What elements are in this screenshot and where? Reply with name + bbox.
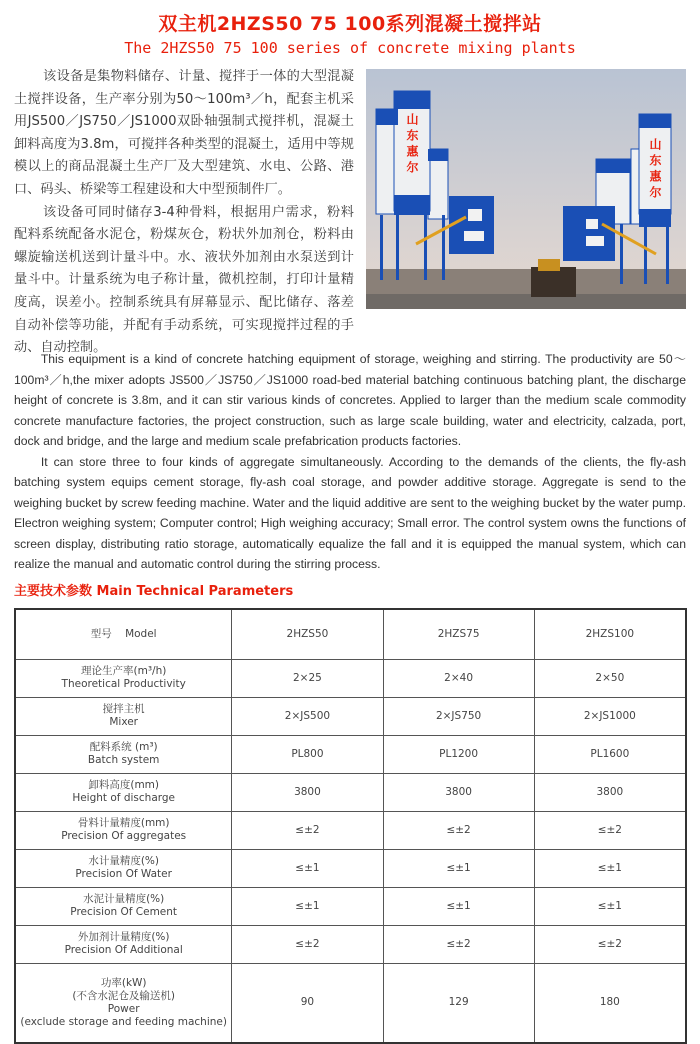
table-row <box>15 773 686 811</box>
row-label-en: Mixer <box>109 716 138 728</box>
value-cell: 2×JS500 <box>232 697 383 735</box>
table-row <box>15 849 686 887</box>
table-row <box>15 659 686 697</box>
row-label <box>15 887 232 925</box>
row-label <box>15 697 232 735</box>
value-cell: ≤±2 <box>534 811 686 849</box>
table-row-power <box>15 963 686 1043</box>
value-cell: 3800 <box>534 773 686 811</box>
value-cell: 2×JS1000 <box>534 697 686 735</box>
row-label-cn: 水泥计量精度(%) <box>83 893 165 905</box>
row-label <box>15 963 232 1043</box>
value-cell: ≤±1 <box>232 849 383 887</box>
value-cell: 2×50 <box>534 659 686 697</box>
row-label-cn: 卸料高度(mm) <box>88 779 159 791</box>
value-cell: ≤±1 <box>383 849 534 887</box>
value-cell: ≤±2 <box>534 925 686 963</box>
value-cell: PL800 <box>232 735 383 773</box>
row-label-cn-note: (不含水泥仓及输送机) <box>72 989 176 1002</box>
intro-en <box>14 349 686 575</box>
model-label <box>15 609 232 659</box>
intro-cn-paragraph: 该设备可同时储存3-4种骨料，根据用户需求，粉料配料系统配备水泥仓，粉煤灰仓，粉状外加剂仓，粉料由螺旋输送机送到计量斗中。水、液状外加剂由水泵送到计量斗中。计量系统为电子称计量，微机控制，打印计量精度高，误差小。控制系统具有屏幕显示、配比储存、落差自动补偿等功能，并配有手动系统，可实现搅拌过程的手动、自动控制。 <box>14 204 354 356</box>
row-label-cn: 外加剂计量精度(%) <box>77 931 170 943</box>
intro-cn-paragraph: 该设备是集物料储存、计量、搅拌于一体的大型混凝土搅拌设备，生产率分别为50～100m³／h，配套主机采用JS500／JS750／JS1000双卧轴强制式搅拌机，混凝土卸料高度为3.8m，可搅拌各种类型的混凝土，适用中等规模以上的商品混凝土生产厂及大型建筑、水电、公路、港口、码头、桥梁等工程建设和大中型预制件厂。 <box>14 69 354 197</box>
row-label-en: Precision Of Cement <box>70 906 178 918</box>
table-row <box>15 735 686 773</box>
model-label-en: Model <box>125 627 157 640</box>
value-cell: ≤±2 <box>383 811 534 849</box>
title-cn: 双主机2HZS50 75 100系列混凝土搅拌站 <box>158 13 542 35</box>
row-label-en: Height of discharge <box>72 792 176 804</box>
value-cell: ≤±1 <box>232 887 383 925</box>
value-cell: 3800 <box>232 773 383 811</box>
row-label <box>15 735 232 773</box>
intro-cn <box>14 66 686 360</box>
value-cell: 180 <box>534 963 686 1043</box>
model-cell: 2HZS100 <box>534 609 686 659</box>
row-label-cn: 水计量精度(%) <box>88 855 159 867</box>
row-label-en: Theoretical Productivity <box>61 678 186 690</box>
silo-sign-text: 山东惠尔 <box>648 138 662 202</box>
row-label <box>15 659 232 697</box>
value-cell: ≤±1 <box>383 887 534 925</box>
value-cell: PL1200 <box>383 735 534 773</box>
row-label <box>15 811 232 849</box>
table-row <box>15 887 686 925</box>
value-cell: 2×25 <box>232 659 383 697</box>
value-cell: 90 <box>232 963 383 1043</box>
intro-en-paragraph: It can store three to four kinds of aggregate simultaneously. According to the demands of the clients, the fly-ash batching system equips cement storage, fly-ash coal storage, and powder additive storage. Aggregate is send to the weighing bucket by screw feeding machine. Water and the liquid additive are sent to the weighing bucket by the water pump. Electron weighing system; Computer control; High weighing accuracy; Small error. The control system owns the functions of screen display, distributing ratio storage, automatically equalize the fall and it is equipped the manual system, which can realize the manual and automatic control during the stirring process. <box>14 454 686 571</box>
value-cell: 2×JS750 <box>383 697 534 735</box>
row-label-cn: 骨料计量精度(mm) <box>77 817 170 829</box>
value-cell: 3800 <box>383 773 534 811</box>
row-label-cn: 理论生产率(m³/h) <box>81 665 167 677</box>
parameters-table <box>14 608 687 1044</box>
table-row <box>15 811 686 849</box>
value-cell: ≤±2 <box>232 811 383 849</box>
value-cell: ≤±2 <box>232 925 383 963</box>
table-row <box>15 925 686 963</box>
value-cell: ≤±1 <box>534 887 686 925</box>
model-cell: 2HZS75 <box>383 609 534 659</box>
row-label-en: Power <box>107 1002 140 1015</box>
row-label-en: Precision Of Water <box>75 868 172 880</box>
row-label-cn: 功率(kW) <box>100 976 147 989</box>
section-title: 主要技术参数 Main Technical Parameters <box>14 584 294 599</box>
value-cell: 129 <box>383 963 534 1043</box>
row-label-cn: 配料系统 (m³) <box>89 741 158 753</box>
row-label <box>15 849 232 887</box>
table-header-row <box>15 609 686 659</box>
row-label <box>15 925 232 963</box>
value-cell: PL1600 <box>534 735 686 773</box>
model-cell: 2HZS50 <box>232 609 383 659</box>
row-label-en: Batch system <box>87 754 160 766</box>
intro-en-paragraph: This equipment is a kind of concrete hatching equipment of storage, weighing and stirring. The productivity are 50～100m³／h,the mixer adopts JS500／JS750／JS1000 road-bed material batching continuous batching plant, the discharge height of concrete is 3.8m, and it can stir various kinds of concretes. Applied to larger than the medium scale commodity concrete manufacture factories, the project construction, such as large scale building, water and electricity, calzada, port, dock and bridge, and the large and medium scale prefabrication products factories. <box>14 352 686 448</box>
table-row <box>15 697 686 735</box>
row-label-en: Precision Of Additional <box>64 944 183 956</box>
row-label <box>15 773 232 811</box>
model-label-cn: 型号 <box>90 627 112 640</box>
title-en: The 2HZS50 75 100 series of concrete mixing plants <box>124 39 576 57</box>
row-label-cn: 搅拌主机 <box>102 703 145 715</box>
value-cell: 2×40 <box>383 659 534 697</box>
value-cell: ≤±1 <box>534 849 686 887</box>
silo-sign-text: 山东惠尔 <box>405 113 419 177</box>
row-label-en: Precision Of aggregates <box>61 830 187 842</box>
row-label-en-note: (exclude storage and feeding machine) <box>20 1015 227 1028</box>
value-cell: ≤±2 <box>383 925 534 963</box>
mixing-plant-photo <box>366 69 686 309</box>
